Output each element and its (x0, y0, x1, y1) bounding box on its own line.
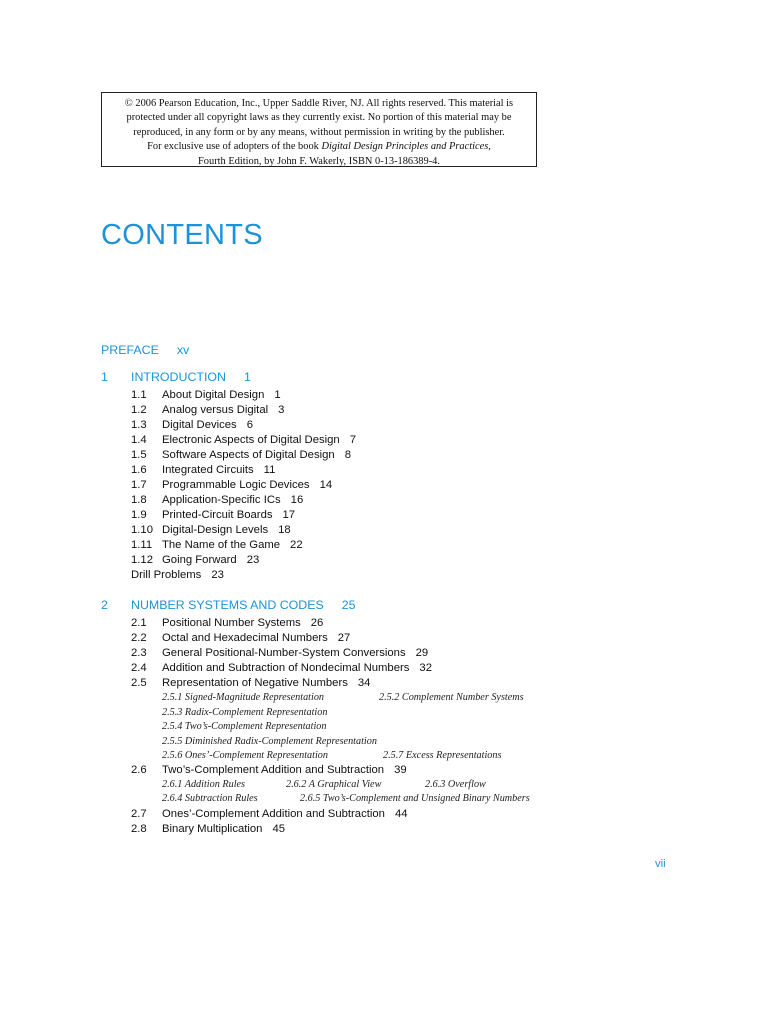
section-title: Digital Devices (162, 419, 237, 431)
book-title: Digital Design Principles and Practices (321, 141, 489, 153)
section-page: 23 (246, 554, 260, 566)
section-number: 2.5 (131, 677, 147, 689)
toc-section-1-5[interactable] (131, 449, 351, 461)
chapter-title: INTRODUCTION (131, 370, 226, 384)
toc-section-2-1[interactable] (131, 617, 323, 629)
section-page: 22 (290, 539, 303, 551)
section-number: 1.9 (131, 509, 147, 521)
toc-section-1-2[interactable] (131, 404, 284, 416)
section-page: 7 (349, 434, 356, 446)
section-number: 1.2 (131, 404, 147, 416)
toc-chapter-2[interactable] (101, 598, 356, 612)
toc-chapter-1[interactable] (101, 370, 251, 384)
subsection-2-5-1[interactable]: 2.5.1 Signed-Magnitude Representation (162, 692, 325, 703)
section-number: 1.3 (131, 419, 147, 431)
toc-section-1-4[interactable] (131, 434, 356, 446)
chapter-page: 25 (341, 598, 356, 612)
toc-section-2-5[interactable] (131, 677, 370, 689)
section-page: 17 (282, 509, 296, 521)
section-number: 2.7 (131, 808, 147, 820)
toc-subsection-row (162, 750, 501, 761)
copyright-line: reproduced, in any form or by any means, without permission in writing by the publisher. (133, 126, 505, 138)
section-title: Binary Multiplication (162, 823, 263, 835)
section-title: About Digital Design (162, 389, 265, 401)
toc-subsection-row (162, 793, 530, 804)
section-number: 2.1 (131, 617, 147, 629)
section-title: Positional Number Systems (162, 617, 301, 629)
copyright-prefix: For exclusive use of adopters of the book (147, 141, 322, 153)
section-title: Application-Specific ICs (162, 494, 281, 506)
chapter-number: 1 (101, 370, 108, 384)
section-number: 1.10 (131, 524, 153, 536)
section-page: 39 (394, 764, 407, 776)
toc-section-1-6[interactable] (131, 464, 275, 476)
section-title: Ones’-Complement Addition and Subtraction (162, 808, 385, 820)
section-number: 2.6 (131, 764, 147, 776)
drill-title: Drill Problems (131, 569, 202, 581)
section-number: 1.5 (131, 449, 147, 461)
section-title: The Name of the Game (162, 539, 281, 551)
copyright-suffix: , (488, 141, 491, 153)
drill-page: 23 (211, 569, 224, 581)
subsection-2-6-2[interactable]: 2.6.2 A Graphical View (286, 779, 382, 790)
toc-section-2-6[interactable] (131, 764, 407, 776)
section-title: Software Aspects of Digital Design (162, 449, 335, 461)
section-page: 3 (278, 404, 285, 416)
section-number: 1.8 (131, 494, 147, 506)
section-title: Programmable Logic Devices (162, 479, 310, 491)
section-title: Integrated Circuits (162, 464, 254, 476)
section-number: 2.3 (131, 647, 147, 659)
section-page: 32 (419, 662, 432, 674)
toc-section-2-4[interactable] (131, 662, 432, 674)
chapter-page: 1 (244, 370, 251, 384)
section-number: 1.12 (131, 554, 153, 566)
section-page: 8 (344, 449, 351, 461)
chapter-number: 2 (101, 598, 108, 612)
toc-drill-problems[interactable] (131, 569, 224, 581)
toc-section-2-7[interactable] (131, 808, 408, 820)
section-title: Going Forward (162, 554, 237, 566)
copyright-line: © 2006 Pearson Education, Inc., Upper Saddle River, NJ. All rights reserved. This material is (124, 98, 514, 109)
section-title: Printed-Circuit Boards (162, 509, 273, 521)
toc-section-1-8[interactable] (131, 494, 303, 506)
toc-section-1-10[interactable] (131, 524, 291, 536)
section-title: Analog versus Digital (162, 404, 269, 416)
section-number: 1.1 (131, 389, 147, 401)
section-page: 45 (272, 823, 286, 835)
subsection-2-6-5[interactable]: 2.6.5 Two’s-Complement and Unsigned Binary Numbers (300, 793, 530, 804)
toc-section-1-9[interactable] (131, 509, 295, 521)
section-page: 34 (357, 677, 371, 689)
copyright-line: Fourth Edition, by John F. Wakerly, ISBN 0-13-186389-4. (198, 155, 440, 167)
toc-section-1-12[interactable] (131, 554, 259, 566)
chapter-title: NUMBER SYSTEMS AND CODES (131, 598, 324, 612)
subsection-2-6-3[interactable]: 2.6.3 Overflow (425, 779, 486, 790)
preface-page: xv (176, 343, 190, 357)
preface-label: PREFACE (101, 343, 159, 357)
toc-section-2-8[interactable] (131, 823, 285, 835)
section-page: 29 (415, 647, 429, 659)
section-page: 27 (337, 632, 351, 644)
section-page: 18 (278, 524, 291, 536)
subsection-2-5-4[interactable]: 2.5.4 Two’s-Complement Representation (162, 721, 327, 732)
subsection-2-5-5[interactable]: 2.5.5 Diminished Radix-Complement Representation (162, 736, 377, 747)
toc-section-1-3[interactable] (131, 419, 253, 431)
toc-subsection-row (162, 779, 486, 790)
section-number: 2.8 (131, 823, 147, 835)
section-page: 16 (290, 494, 304, 506)
section-page: 14 (319, 479, 333, 491)
section-title: Digital-Design Levels (162, 524, 269, 536)
section-page: 1 (274, 389, 281, 401)
toc-section-2-3[interactable] (131, 647, 428, 659)
toc-preface[interactable] (101, 343, 189, 357)
section-number: 2.2 (131, 632, 147, 644)
section-title: Addition and Subtraction of Nondecimal Numbers (162, 662, 410, 674)
section-title: Electronic Aspects of Digital Design (162, 434, 340, 446)
section-title: Octal and Hexadecimal Numbers (162, 632, 328, 644)
subsection-2-5-3[interactable]: 2.5.3 Radix-Complement Representation (162, 707, 328, 718)
section-number: 1.11 (131, 539, 153, 551)
section-number: 1.4 (131, 434, 147, 446)
copyright-line: protected under all copyright laws as they currently exist. No portion of this material may be (126, 112, 512, 124)
section-number: 1.7 (131, 479, 147, 491)
toc-section-1-7[interactable] (131, 479, 332, 491)
toc-section-1-11[interactable] (131, 539, 303, 551)
subsection-2-6-4[interactable]: 2.6.4 Subtraction Rules (162, 793, 258, 804)
section-number: 2.4 (131, 662, 147, 674)
section-title: Representation of Negative Numbers (162, 677, 348, 689)
subsection-2-5-6[interactable]: 2.5.6 Ones’-Complement Representation (162, 750, 328, 761)
page-number: vii (655, 858, 666, 870)
subsection-2-5-7[interactable]: 2.5.7 Excess Representations (383, 750, 502, 761)
section-page: 26 (310, 617, 324, 629)
section-title: General Positional-Number-System Conversions (162, 647, 406, 659)
subsection-2-5-2[interactable]: 2.5.2 Complement Number Systems (379, 692, 524, 703)
section-number: 1.6 (131, 464, 147, 476)
section-page: 11 (263, 464, 276, 476)
page-title: CONTENTS (101, 219, 263, 251)
toc-section-1-1[interactable] (131, 389, 281, 401)
section-title: Two’s-Complement Addition and Subtraction (162, 764, 385, 776)
section-page: 6 (246, 419, 254, 431)
toc-section-2-2[interactable] (131, 632, 350, 644)
subsection-2-6-1[interactable]: 2.6.1 Addition Rules (162, 779, 246, 790)
toc-subsection-row (162, 692, 524, 703)
section-page: 44 (394, 808, 408, 820)
